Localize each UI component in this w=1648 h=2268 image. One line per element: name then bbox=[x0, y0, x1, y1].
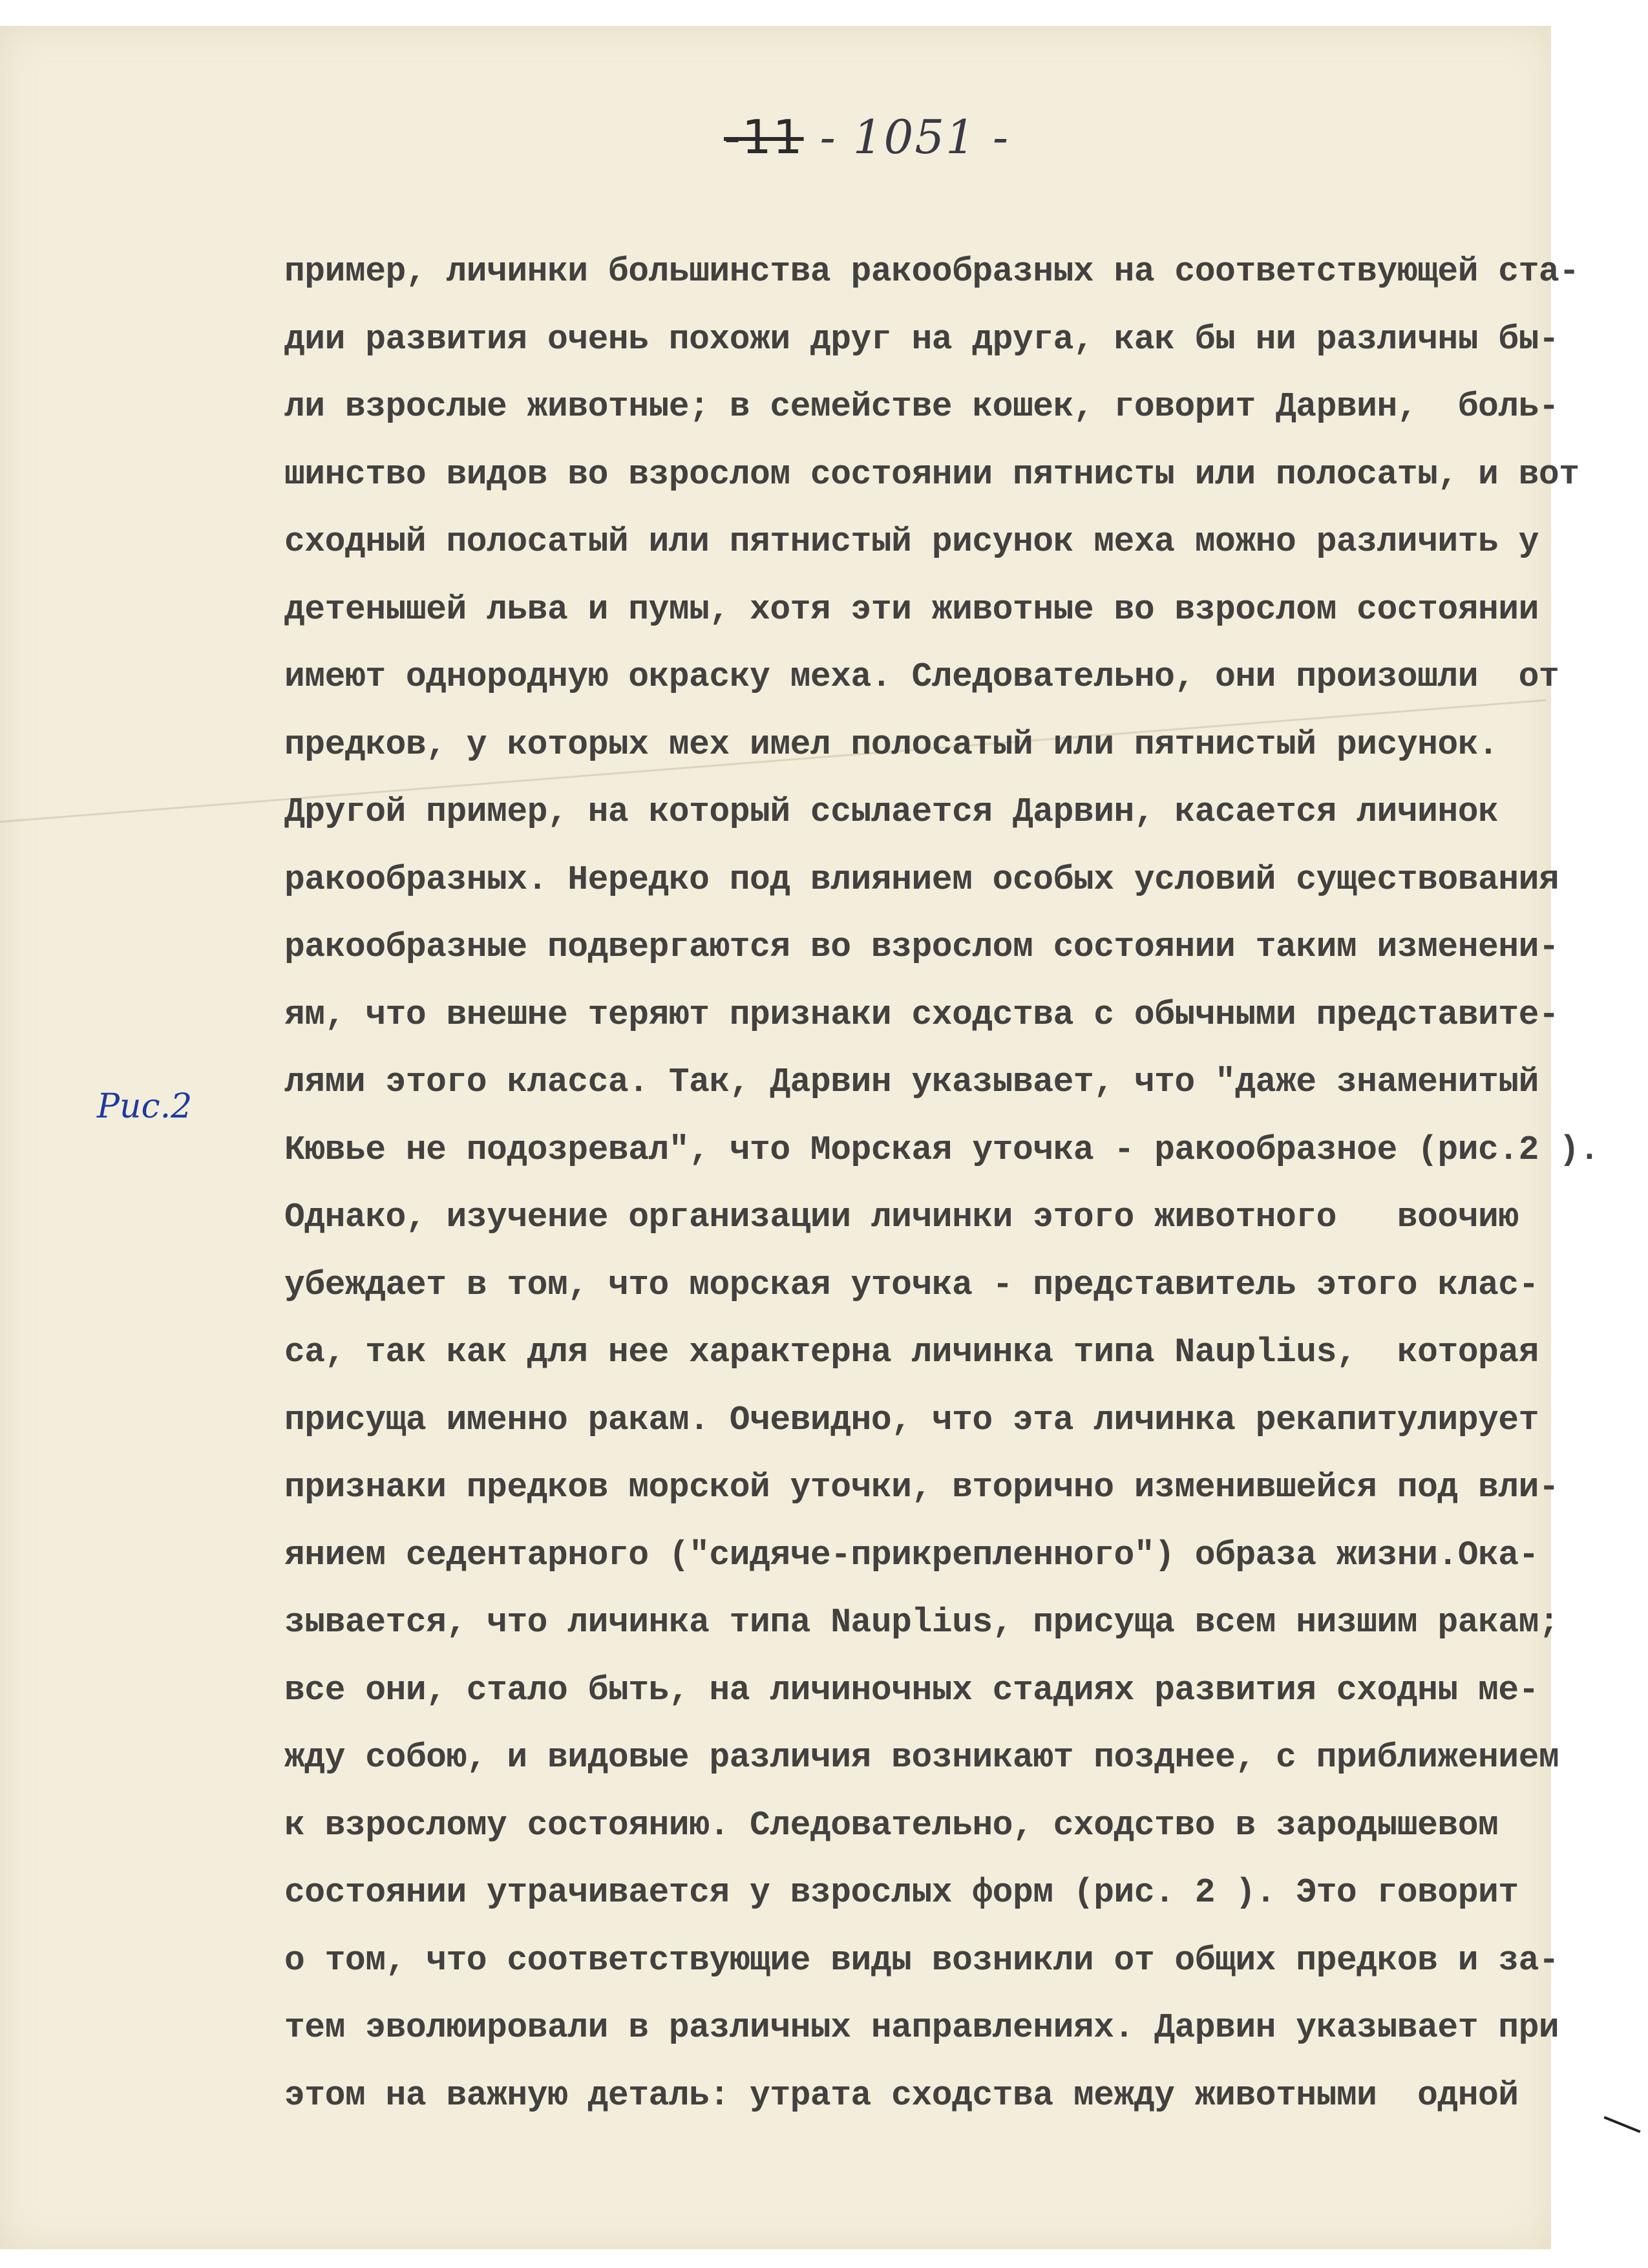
text-line: имеют однородную окраску меха. Следовательно, они произошли от bbox=[284, 657, 1559, 696]
text-line: предков, у которых мех имел полосатый или пятнистый рисунок. bbox=[284, 725, 1499, 764]
text-line: ям, что внешне теряют признаки сходства с обычными представите- bbox=[284, 995, 1559, 1034]
text-line: Однако, изучение организации личинки этого животного воочию bbox=[284, 1198, 1519, 1236]
page-number-handwritten: - 1051 - bbox=[819, 110, 1010, 164]
page-number bbox=[724, 110, 1009, 164]
text-line: жду собою, и видовые различия возникают позднее, с приближением bbox=[284, 1738, 1559, 1777]
text-line: шинство видов во взрослом состоянии пятнисты или полосаты, и вот bbox=[284, 454, 1579, 494]
typewritten-body bbox=[284, 238, 1600, 2129]
text-line: зывается, что личинка типа Nauplius, присуща всем низшим ракам; bbox=[284, 1603, 1559, 1642]
text-line: янием седентарного ("сидяче-прикрепленного") образа жизни.Ока- bbox=[284, 1535, 1539, 1574]
text-line: ракообразных. Нередко под влиянием особых условий существования bbox=[284, 860, 1559, 899]
margin-note-figure-ref: Рис.2 bbox=[97, 1087, 193, 1126]
page-number-struck: -11 bbox=[724, 110, 804, 164]
text-line: дии развития очень похожи друг на друга, как бы ни различны бы- bbox=[284, 319, 1559, 359]
text-line: сходный полосатый или пятнистый рисунок меха можно различить у bbox=[284, 522, 1539, 561]
text-line: Другой пример, на который ссылается Дарвин, касается личинок bbox=[284, 792, 1499, 831]
text-line: этом на важную деталь: утрата сходства между животными одной bbox=[284, 2075, 1519, 2115]
text-line: тем эволюировали в различных направлениях. Дарвин указывает при bbox=[284, 2008, 1559, 2047]
text-line: пример, личинки большинства ракообразных на соответствующей ста- bbox=[284, 252, 1579, 291]
text-line: ракообразные подвергаются во взрослом состоянии таким изменени- bbox=[284, 927, 1559, 966]
text-line: к взрослому состоянию. Следовательно, сходство в зародышевом bbox=[284, 1805, 1499, 1845]
text-line: все они, стало быть, на личиночных стадиях развития сходны ме- bbox=[284, 1670, 1539, 1710]
text-line: Кювье не подозревал", что Морская уточка - ракообразное (рис.2 ). bbox=[284, 1130, 1600, 1169]
text-line: состоянии утрачивается у взрослых форм (рис. 2 ). Это говорит bbox=[284, 1873, 1519, 1912]
text-line: признаки предков морской уточки, вторично изменившейся под вли- bbox=[284, 1468, 1559, 1507]
text-line: присуща именно ракам. Очевидно, что эта личинка рекапитулирует bbox=[284, 1400, 1539, 1439]
text-line: ли взрослые животные; в семействе кошек, говорит Дарвин, боль- bbox=[284, 387, 1559, 426]
text-line: о том, что соответствующие виды возникли от общих предков и за- bbox=[284, 1940, 1559, 1980]
text-line: са, так как для нее характерна личинка типа Nauplius, которая bbox=[284, 1333, 1539, 1372]
text-line: лями этого класса. Так, Дарвин указывает, что "даже знаменитый bbox=[284, 1063, 1539, 1101]
text-line: детенышей льва и пумы, хотя эти животные во взрослом состоянии bbox=[284, 589, 1539, 629]
text-line: убеждает в том, что морская уточка - представитель этого клас- bbox=[284, 1265, 1539, 1304]
